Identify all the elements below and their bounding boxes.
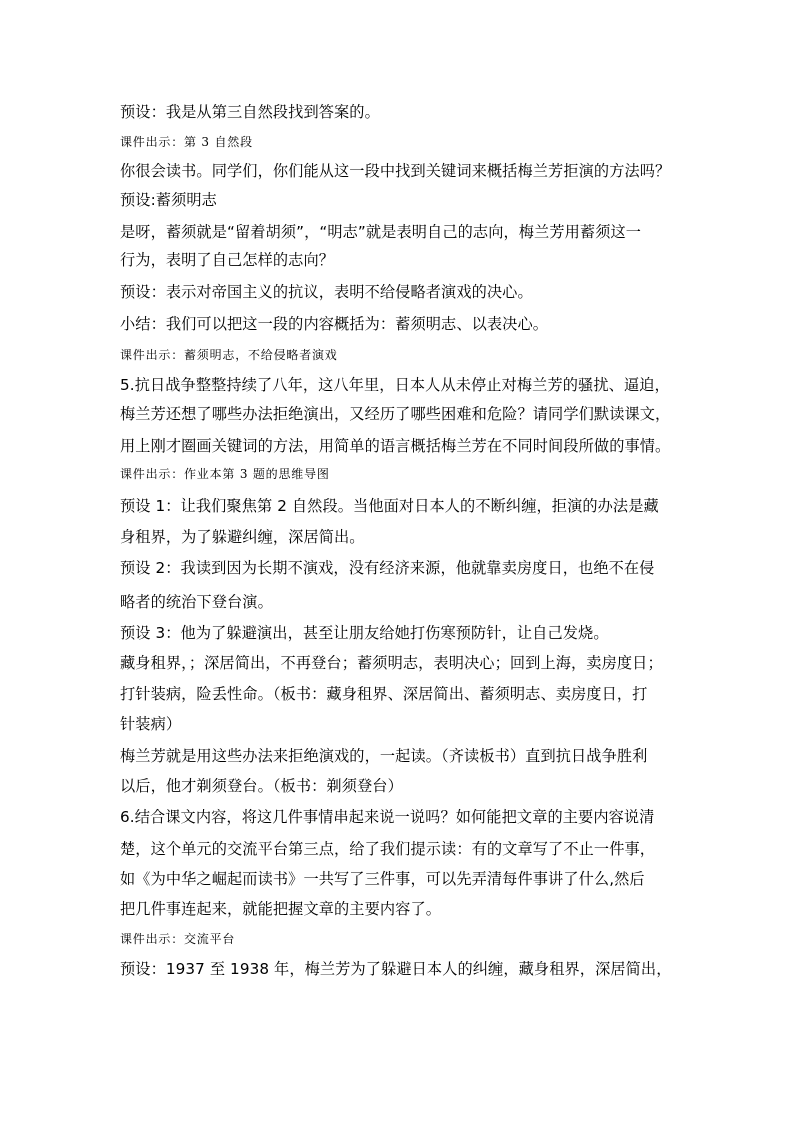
document-page (120, 95, 680, 979)
text-line: 针装病） (120, 715, 182, 733)
text-line: 略者的统治下登台演。 (120, 593, 273, 611)
text-line: 你很会读书。同学们，你们能从这一段中找到关键词来概括梅兰芳拒演的方法吗？ (120, 162, 671, 180)
text-line: 用上刚才圈画关键词的方法，用简单的语言概括梅兰芳在不同时间段所做的事情。 (120, 437, 671, 455)
text-line: 小结：我们可以把这一段的内容概括为：蓄须明志、以表决心。 (120, 315, 549, 333)
text-line: 预设：表示对帝国主义的抗议，表明不给侵略者演戏的决心。 (120, 283, 533, 301)
text-line: 预设 3：他为了躲避演出，甚至让朋友给她打伤寒预防针，让自己发烧。 (120, 624, 609, 642)
text-line: 预设：我是从第三自然段找到答案的。 (120, 103, 380, 121)
text-line: 预设 1：让我们聚焦第 2 自然段。当他面对日本人的不断纠缠，拒演的办法是藏 (120, 497, 659, 515)
text-line: 打针装病，险丢性命。（板书：藏身租界、深居简出、蓄须明志、卖房度日，打 (120, 685, 648, 703)
text-line: 楚，这个单元的交流平台第三点，给了我们提示读：有的文章写了不止一件事， (120, 840, 656, 858)
text-line: 预设:蓄须明志 (120, 191, 217, 209)
text-line: 预设：1937 至 1938 年，梅兰芳为了躲避日本人的纠缠，藏身租界，深居简出， (120, 960, 672, 978)
text-line: 是呀，蓄须就是“留着胡须”，“明志”就是表明自己的志向，梅兰芳用蓄须这一 (120, 223, 642, 241)
courseware-caption: 课件出示：作业本第 3 题的思维导图 (120, 467, 330, 481)
text-line: 梅兰芳还想了哪些办法拒绝演出，又经历了哪些困难和危险？请同学们默读课文， (120, 405, 671, 423)
text-line: 5.抗日战争整整持续了八年，这八年里，日本人从未停止对梅兰芳的骚扰、逼迫， (120, 376, 670, 394)
courseware-caption: 课件出示：蓄须明志，不给侵略者演戏 (120, 348, 338, 362)
courseware-caption: 课件出示：第 3 自然段 (120, 135, 253, 149)
text-line: 预设 2：我读到因为长期不演戏，没有经济来源，他就靠卖房度日，也绝不在侵 (120, 559, 655, 577)
text-line: 身租界，为了躲避纠缠，深居简出。 (120, 528, 365, 546)
courseware-caption: 课件出示：交流平台 (120, 932, 236, 946)
text-line: 行为，表明了自己怎样的志向？ (120, 251, 335, 269)
text-line: 梅兰芳就是用这些办法来拒绝演戏的，一起读。（齐读板书）直到抗日战争胜利 (120, 747, 648, 765)
text-line: 如《为中华之崛起而读书》一共写了三件事，可以先弄清每件事讲了什么,然后 (120, 870, 645, 888)
text-line: 把几件事连起来，就能把握文章的主要内容了。 (120, 900, 442, 918)
text-line: 藏身租界，；深居简出，不再登台；蓄须明志，表明决心；回到上海，卖房度日； (120, 654, 663, 672)
text-line: 6.结合课文内容，将这几件事情串起来说一说吗？如何能把文章的主要内容说清 (120, 808, 655, 826)
text-line: 以后，他才剃须登台。（板书：剃须登台） (120, 777, 403, 795)
